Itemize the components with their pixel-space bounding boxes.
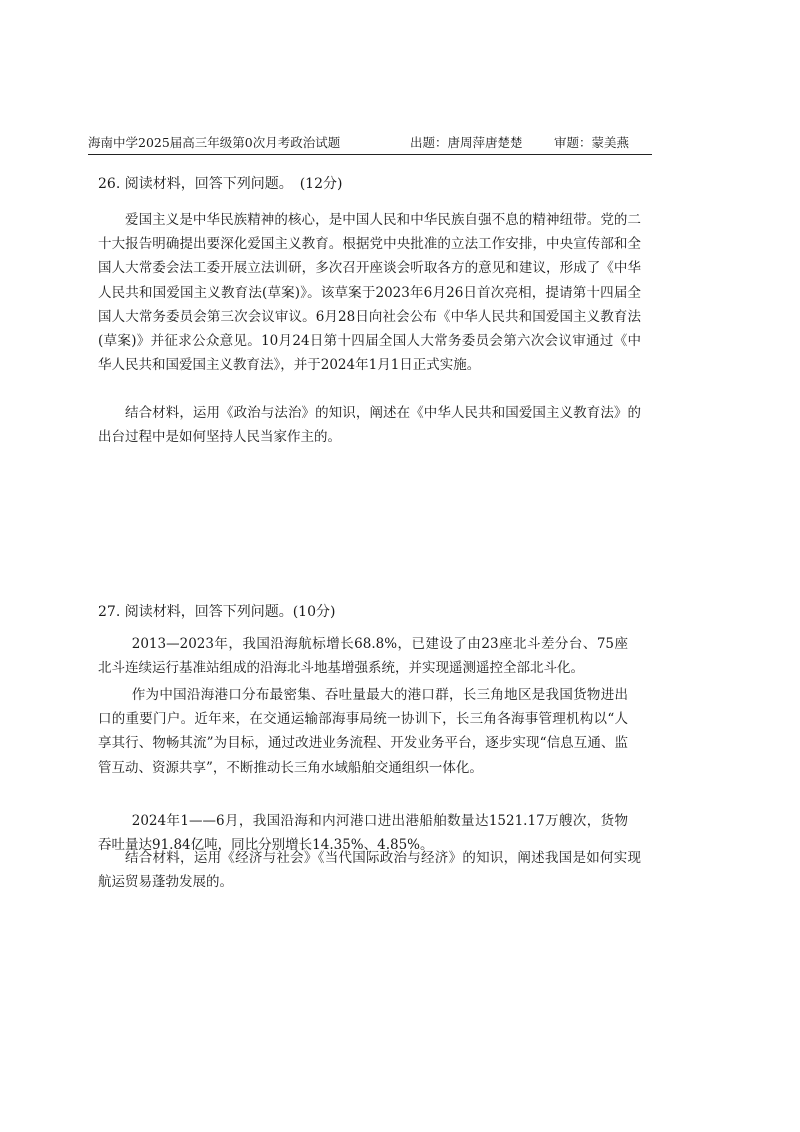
question-26-title: 26. 阅读材料，回答下列问题。 (12分) [98,176,343,192]
question-27-title: 27. 阅读材料，回答下列问题。(10分) [98,604,336,620]
question-27-material-3: 2024年1——6月，我国沿海和内河港口进出港船舶数量达1521.17万艘次，货物吞吐量达91.84亿吨，同比分别增长14.35%、4.85%。 [98,813,628,854]
question-26-prompt: 结合材料，运用《政治与法治》的知识，阐述在《中华人民共和国爱国主义教育法》的出台过程中是如何坚持人民当家作主的。 [98,405,641,446]
page-header [88,134,652,155]
question-27-material-1: 2013—2023年，我国沿海航标增长68.8%，已建设了由23座北斗差分台、75座北斗连续运行基准站组成的沿海北斗地基增强系统，并实现遥测遥控全部北斗化。 [98,636,628,677]
question-setter: 出题：唐周萍唐楚楚 [410,135,523,150]
question-reviewer: 审题：蒙美燕 [554,135,630,150]
exam-title: 海南中学2025届高三年级第0次月考政治试题 [88,135,341,150]
question-27-prompt: 结合材料，运用《经济与社会》《当代国际政治与经济》的知识，阐述我国是如何实现航运贸易蓬勃发展的。 [98,850,641,891]
question-27-material-2: 作为中国沿海港口分布最密集、吞吐量最大的港口群，长三角地区是我国货物进出口的重要门户。近年来，在交通运输部海事局统一协训下，长三角各海事管理机构以“人享其行、物畅其流”为目标，通过改进业务流程、开发业务平台，逐步实现“信息互通、监管互动、资源共享”，不断推动长三角水域船舶交通组织一体化。 [98,687,628,776]
question-26-material: 爱国主义是中华民族精神的核心，是中国人民和中华民族自强不息的精神纽带。党的二十大报告明确提出要深化爱国主义教育。根据党中央批准的立法工作安排，中央宣传部和全国人大常委会法工委开展立法训研，多次召开座谈会听取各方的意见和建议，形成了《中华人民共和国爱国主义教育法(草案)》。该草案于2023年6月26日首次亮相，提请第十四届全国人大常务委员会第三次会议审议。6月28日向社会公布《中华人民共和国爱国主义教育法(草案)》并征求公众意见。10月24日第十四届全国人大常务委员会第六次会议审通过《中华人民共和国爱国主义教育法》，并于2024年1月1日正式实施。 [98,212,641,374]
